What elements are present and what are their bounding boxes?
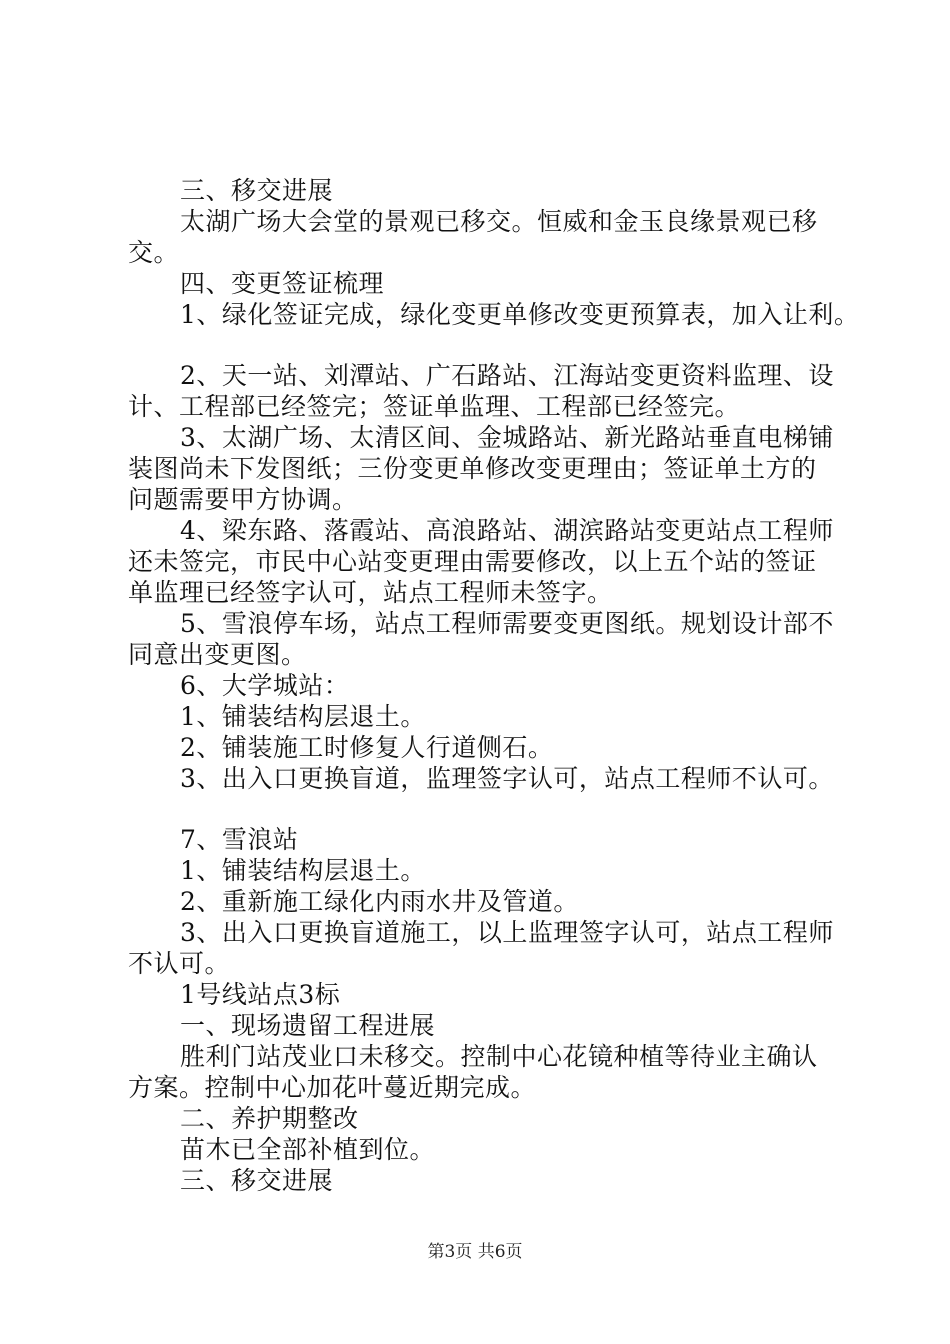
paragraph-line: 还未签完，市民中心站变更理由需要修改，以上五个站的签证 bbox=[128, 547, 817, 576]
paragraph-line: 7、雪浪站 bbox=[180, 825, 299, 854]
paragraph-line: 3、出入口更换盲道，监理签字认可，站点工程师不认可。 bbox=[180, 764, 834, 793]
section-heading-change-visa: 四、变更签证梳理 bbox=[180, 269, 385, 298]
paragraph-line: 3、太湖广场、太清区间、金城路站、新光路站垂直电梯铺 bbox=[180, 423, 834, 452]
paragraph-line: 计、工程部已经签完；签证单监理、工程部已经签完。 bbox=[128, 392, 741, 421]
paragraph-line: 方案。控制中心加花叶蔓近期完成。 bbox=[128, 1073, 537, 1102]
paragraph-line: 2、铺装施工时修复人行道侧石。 bbox=[180, 733, 554, 762]
section-heading-handover: 三、移交进展 bbox=[180, 1166, 334, 1195]
section-heading-maintenance: 二、养护期整改 bbox=[180, 1104, 359, 1133]
paragraph-line: 同意出变更图。 bbox=[128, 640, 307, 669]
paragraph-line: 2、天一站、刘潭站、广石路站、江海站变更资料监理、设 bbox=[180, 361, 834, 390]
paragraph-line: 1、铺装结构层退土。 bbox=[180, 702, 426, 731]
paragraph-line: 交。 bbox=[128, 238, 180, 267]
paragraph-line: 2、重新施工绿化内雨水井及管道。 bbox=[180, 887, 579, 916]
paragraph-line: 1、绿化签证完成，绿化变更单修改变更预算表，加入让利。 bbox=[180, 300, 860, 329]
paragraph-line: 5、雪浪停车场，站点工程师需要变更图纸。规划设计部不 bbox=[180, 609, 834, 638]
paragraph-line: 胜利门站茂业口未移交。控制中心花镜种植等待业主确认 bbox=[180, 1042, 818, 1071]
paragraph-line: 问题需要甲方协调。 bbox=[128, 485, 358, 514]
paragraph-line: 太湖广场大会堂的景观已移交。恒威和金玉良缘景观已移 bbox=[180, 207, 818, 236]
paragraph-line: 苗木已全部补植到位。 bbox=[180, 1135, 436, 1164]
section-heading-remaining-works: 一、现场遗留工程进展 bbox=[180, 1011, 436, 1040]
paragraph-line: 装图尚未下发图纸；三份变更单修改变更理由；签证单土方的 bbox=[128, 454, 817, 483]
paragraph-line: 4、梁东路、落霞站、高浪路站、湖滨路站变更站点工程师 bbox=[180, 516, 834, 545]
paragraph-line: 6、大学城站： bbox=[180, 671, 350, 700]
page-footer: 第3页 共6页 bbox=[427, 1242, 523, 1262]
paragraph-line: 1、铺装结构层退土。 bbox=[180, 856, 426, 885]
section-heading-line-1: 1号线站点3标 bbox=[180, 980, 341, 1009]
paragraph-line: 单监理已经签字认可，站点工程师未签字。 bbox=[128, 578, 613, 607]
section-heading-handover: 三、移交进展 bbox=[180, 176, 334, 205]
paragraph-line: 3、出入口更换盲道施工，以上监理签字认可，站点工程师 bbox=[180, 918, 834, 947]
paragraph-line: 不认可。 bbox=[128, 949, 231, 978]
